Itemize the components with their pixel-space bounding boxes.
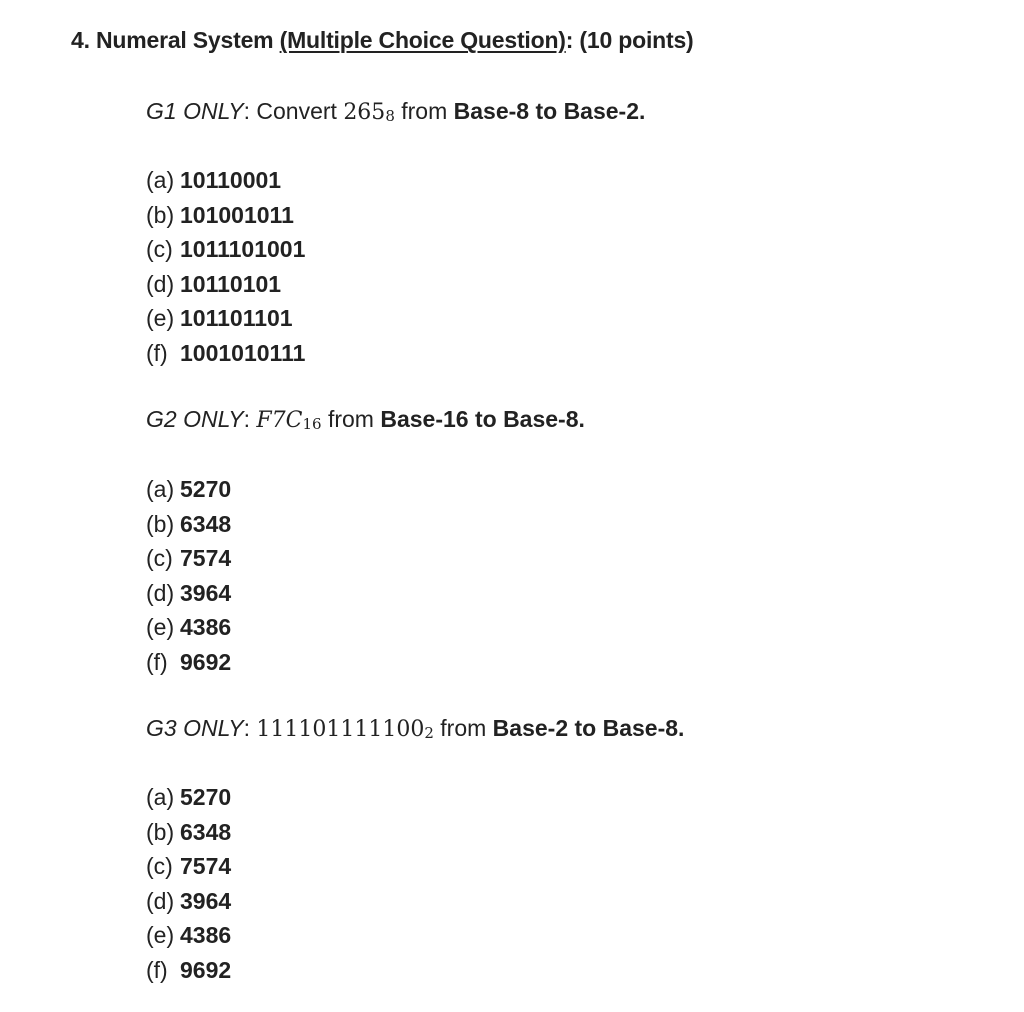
option-item bbox=[146, 472, 231, 507]
option-label: (a) bbox=[146, 784, 175, 810]
option-value: 7574 bbox=[180, 545, 232, 571]
option-value: 4386 bbox=[180, 922, 232, 948]
option-value: 10110001 bbox=[180, 167, 282, 193]
g3-prompt bbox=[146, 715, 684, 742]
option-label: (a) bbox=[146, 167, 175, 193]
heading-points: : (10 points) bbox=[565, 27, 694, 53]
question-heading bbox=[71, 27, 694, 54]
option-value: 3964 bbox=[180, 579, 232, 606]
option-item bbox=[146, 336, 305, 371]
g1-group-label: G1 ONLY bbox=[146, 98, 244, 124]
g2-separator: : bbox=[243, 406, 257, 432]
option-label: (b) bbox=[146, 201, 175, 228]
option-value: 1001010111 bbox=[180, 339, 306, 366]
g2-group-label: G2 ONLY bbox=[146, 406, 244, 432]
option-value: 101101101 bbox=[180, 305, 293, 331]
g1-direction: Base-8 to Base-2. bbox=[453, 98, 646, 124]
option-item bbox=[146, 301, 305, 336]
option-item bbox=[146, 232, 305, 267]
g3-middle: from bbox=[433, 715, 493, 741]
g2-direction: Base-16 to Base-8. bbox=[380, 406, 585, 432]
option-label: (d) bbox=[146, 887, 175, 914]
g3-separator: : bbox=[243, 715, 257, 741]
option-value: 5270 bbox=[180, 784, 232, 810]
option-value: 10110101 bbox=[180, 270, 282, 297]
g1-number bbox=[343, 100, 395, 125]
option-label: (b) bbox=[146, 818, 175, 845]
option-item bbox=[146, 953, 231, 988]
g3-number bbox=[256, 717, 434, 742]
g3-direction: Base-2 to Base-8. bbox=[492, 715, 685, 741]
option-value: 9692 bbox=[180, 648, 232, 675]
g2-middle: from bbox=[321, 406, 381, 432]
g3-number-base: 2 bbox=[424, 724, 434, 742]
heading-question-type: (Multiple Choice Question) bbox=[279, 27, 566, 53]
option-value: 7574 bbox=[180, 853, 232, 879]
option-label: (f) bbox=[146, 339, 168, 366]
g2-prompt bbox=[146, 406, 585, 433]
option-item bbox=[146, 541, 231, 576]
option-item bbox=[146, 267, 305, 302]
heading-number: 4. Numeral System bbox=[71, 27, 280, 53]
option-label: (c) bbox=[146, 236, 173, 262]
option-value: 6348 bbox=[180, 510, 232, 537]
g2-number-base: 16 bbox=[302, 415, 322, 433]
g3-options bbox=[146, 780, 231, 987]
g1-middle: from bbox=[394, 98, 454, 124]
option-item bbox=[146, 815, 231, 850]
option-label: (f) bbox=[146, 648, 168, 675]
option-label: (d) bbox=[146, 270, 175, 297]
option-item bbox=[146, 918, 231, 953]
option-value: 4386 bbox=[180, 614, 232, 640]
option-item bbox=[146, 198, 305, 233]
g1-options bbox=[146, 163, 305, 370]
option-value: 101001011 bbox=[180, 201, 294, 228]
option-value: 6348 bbox=[180, 818, 232, 845]
g1-number-digits: 265 bbox=[343, 100, 386, 125]
g1-separator: : bbox=[243, 98, 257, 124]
option-item bbox=[146, 849, 231, 884]
g2-number-digits: F7C bbox=[256, 408, 303, 433]
option-label: (e) bbox=[146, 922, 175, 948]
g1-number-base: 8 bbox=[385, 107, 395, 125]
option-item bbox=[146, 507, 231, 542]
option-label: (c) bbox=[146, 853, 173, 879]
option-item bbox=[146, 780, 231, 815]
option-value: 9692 bbox=[180, 956, 232, 983]
option-item bbox=[146, 645, 231, 680]
option-label: (c) bbox=[146, 545, 173, 571]
option-label: (d) bbox=[146, 579, 175, 606]
option-label: (a) bbox=[146, 476, 175, 502]
g1-lead: Convert bbox=[256, 98, 344, 124]
option-item bbox=[146, 884, 231, 919]
option-label: (b) bbox=[146, 510, 175, 537]
g2-number bbox=[256, 408, 321, 433]
option-label: (f) bbox=[146, 956, 168, 983]
g3-number-digits: 111101111100 bbox=[256, 717, 425, 742]
g3-group-label: G3 ONLY bbox=[146, 715, 244, 741]
option-label: (e) bbox=[146, 614, 175, 640]
option-label: (e) bbox=[146, 305, 175, 331]
option-item bbox=[146, 610, 231, 645]
option-value: 3964 bbox=[180, 887, 232, 914]
g2-options bbox=[146, 472, 231, 679]
option-value: 5270 bbox=[180, 476, 232, 502]
option-item bbox=[146, 163, 305, 198]
g1-prompt bbox=[146, 98, 645, 125]
option-item bbox=[146, 576, 231, 611]
option-value: 1011101001 bbox=[180, 236, 306, 262]
